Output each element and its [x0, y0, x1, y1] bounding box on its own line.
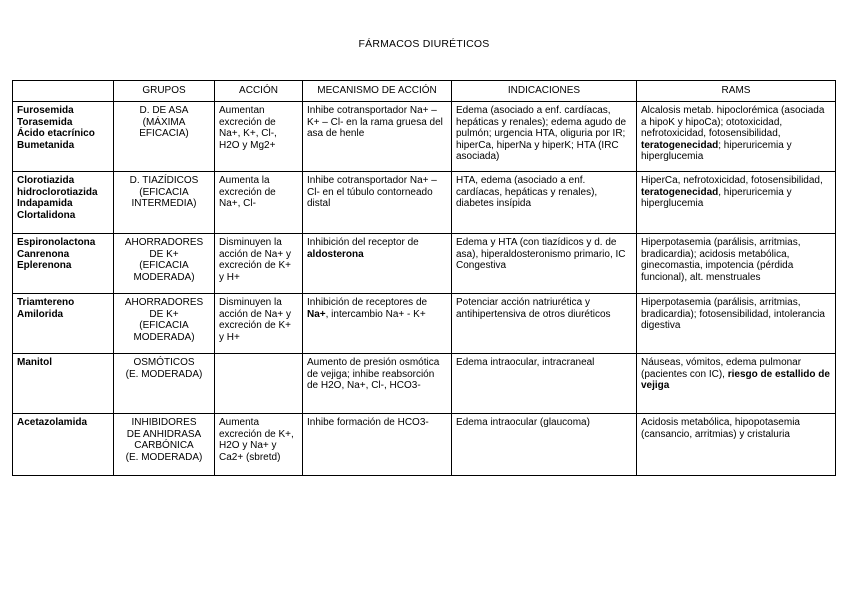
mechanism-cell: Inhibe formación de HCO3- — [303, 414, 452, 476]
indications-cell: Potenciar acción natriurética y antihipertensiva de otros diuréticos — [452, 294, 637, 354]
group-cell — [114, 294, 215, 354]
drug-name: Indapamida — [17, 198, 73, 210]
rams-text-tail: , hiperuricemia y hiperglucemia — [641, 186, 792, 210]
drug-name: Clorotiazida — [17, 175, 75, 186]
drug-name: Manitol — [17, 357, 52, 368]
mechanism-text: Inhibición del receptor de — [307, 237, 419, 248]
rams-text: Náuseas, vómitos, edema pulmonar (pacientes con IC), — [641, 357, 802, 380]
group-line: EFICACIA) — [139, 128, 189, 140]
drug-name: Ácido etacrínico — [17, 128, 95, 140]
group-line: (EFICACIA — [139, 320, 189, 332]
rams-highlight: teratogenecidad — [641, 139, 719, 151]
mechanism-highlight: aldosterona — [307, 248, 364, 260]
indications-cell: HTA, edema (asociado a enf. cardíacas, hepáticas y renales), diabetes insípida — [452, 172, 637, 234]
header-drug — [13, 81, 114, 102]
drug-name: Furosemida — [17, 105, 74, 116]
group-line: DE K+ — [149, 308, 179, 320]
drug-name: Espironolactona — [17, 237, 96, 248]
group-line: D. TIAZÍDICOS — [129, 175, 199, 186]
indications-cell: Edema intraocular, intracraneal — [452, 354, 637, 414]
table-header-row — [13, 81, 836, 102]
table-row — [13, 102, 836, 172]
table-row — [13, 294, 836, 354]
indications-cell: Edema (asociado a enf. cardíacas, hepáticas y renales); edema agudo de pulmón; urgencia HTA, oliguria por IR; hiperCa, hiperNa y hiperK; HTA (IRC asociada) — [452, 102, 637, 172]
rams-cell: Acidosis metabólica, hipopotasemia (cansancio, arritmias) y cristaluria — [637, 414, 836, 476]
rams-cell: Hiperpotasemia (parálisis, arritmias, bradicardia); acidosis metabólica, ginecomastia, impotencia (pérdida funcional), alt. menstruales — [637, 234, 836, 294]
group-line: OSMÓTICOS — [133, 357, 195, 368]
indications-cell: Edema y HTA (con tiazídicos y d. de asa), hiperaldosteronismo primario, IC Congestiva — [452, 234, 637, 294]
drug-cell — [13, 234, 114, 294]
rams-highlight: teratogenecidad — [641, 186, 719, 198]
group-cell — [114, 172, 215, 234]
group-line: (E. MODERADA) — [125, 451, 203, 463]
group-line: INTERMEDIA) — [131, 198, 197, 210]
header-indicaciones: INDICACIONES — [452, 81, 637, 102]
document-title: FÁRMACOS DIURÉTICOS — [358, 38, 490, 50]
header-rams: RAMS — [637, 81, 836, 102]
mechanism-cell — [303, 294, 452, 354]
drug-cell — [13, 354, 114, 414]
group-cell — [114, 102, 215, 172]
drug-name: Amilorida — [17, 308, 64, 320]
mechanism-cell — [303, 234, 452, 294]
drug-name: hidroclorotiazida — [17, 186, 98, 198]
rams-text: HiperCa, nefrotoxicidad, fotosensibilidad, — [641, 175, 823, 186]
drug-name: Clortalidona — [17, 209, 76, 221]
mechanism-highlight: Na+ — [307, 308, 326, 320]
group-cell — [114, 234, 215, 294]
header-accion: ACCIÓN — [215, 81, 303, 102]
drug-cell — [13, 102, 114, 172]
action-cell — [215, 354, 303, 414]
rams-cell: Hiperpotasemia (parálisis, arritmias, bradicardia); fotosensibilidad, intolerancia digestiva — [637, 294, 836, 354]
rams-highlight: riesgo de estallido de vejiga — [641, 368, 830, 392]
group-cell — [114, 414, 215, 476]
group-cell — [114, 354, 215, 414]
header-mecanismo: MECANISMO DE ACCIÓN — [303, 81, 452, 102]
drug-cell — [13, 294, 114, 354]
mechanism-text: Inhibición de receptores de — [307, 297, 428, 308]
mechanism-text-tail: , intercambio Na+ - K+ — [325, 308, 426, 320]
mechanism-cell: Inhibe cotransportador Na+ – K+ – Cl- en la rama gruesa del asa de henle — [303, 102, 452, 172]
table-row — [13, 354, 836, 414]
table-row — [13, 414, 836, 476]
drug-cell — [13, 414, 114, 476]
group-line: MODERADA) — [133, 271, 195, 283]
group-line: CARBÓNICA — [134, 440, 194, 452]
group-line: MODERADA) — [133, 331, 195, 343]
rams-text: Alcalosis metab. hipoclorémica (asociada a hipoK y hipoCa); ototoxicidad, nefrotoxicidad, fotosensibilidad, — [641, 105, 825, 140]
group-line: (EFICACIA — [139, 260, 189, 272]
group-line: AHORRADORES — [124, 297, 204, 308]
action-cell: Aumenta excreción de K+, H2O y Na+ y Ca2+ (sbretd) — [215, 414, 303, 476]
rams-cell — [637, 354, 836, 414]
indications-cell: Edema intraocular (glaucoma) — [452, 414, 637, 476]
group-line: DE K+ — [149, 248, 179, 260]
diuretics-table — [12, 80, 836, 476]
table-row — [13, 172, 836, 234]
group-line: (EFICACIA — [139, 186, 189, 198]
mechanism-cell: Inhibe cotransportador Na+ – Cl- en el túbulo contorneado distal — [303, 172, 452, 234]
table-row — [13, 234, 836, 294]
drug-cell — [13, 172, 114, 234]
action-cell: Disminuyen la acción de Na+ y excreción de K+ y H+ — [215, 234, 303, 294]
drug-name: Bumetanida — [17, 139, 75, 151]
drug-name: Canrenona — [17, 248, 70, 260]
drug-name: Acetazolamida — [17, 417, 88, 428]
rams-text-tail: ; hiperuricemia y hiperglucemia — [641, 139, 792, 163]
group-line: (MÁXIMA — [142, 116, 186, 128]
group-line: D. DE ASA — [139, 105, 189, 116]
group-line: AHORRADORES — [124, 237, 204, 248]
action-cell: Aumenta la excreción de Na+, Cl- — [215, 172, 303, 234]
drug-name: Eplerenona — [17, 260, 72, 272]
rams-cell — [637, 102, 836, 172]
group-line: DE ANHIDRASA — [126, 428, 202, 440]
drug-name: Triamtereno — [17, 297, 75, 308]
mechanism-cell: Aumento de presión osmótica de vejiga; inhibe reabsorción de H2O, Na+, Cl-, HCO3- — [303, 354, 452, 414]
drug-name: Torasemida — [17, 116, 73, 128]
header-grupos: GRUPOS — [114, 81, 215, 102]
action-cell: Disminuyen la acción de Na+ y excreción de K+ y H+ — [215, 294, 303, 354]
group-line: INHIBIDORES — [131, 417, 197, 428]
group-line: (E. MODERADA) — [125, 368, 203, 380]
action-cell: Aumentan excreción de Na+, K+, Cl-, H2O y Mg2+ — [215, 102, 303, 172]
rams-cell — [637, 172, 836, 234]
